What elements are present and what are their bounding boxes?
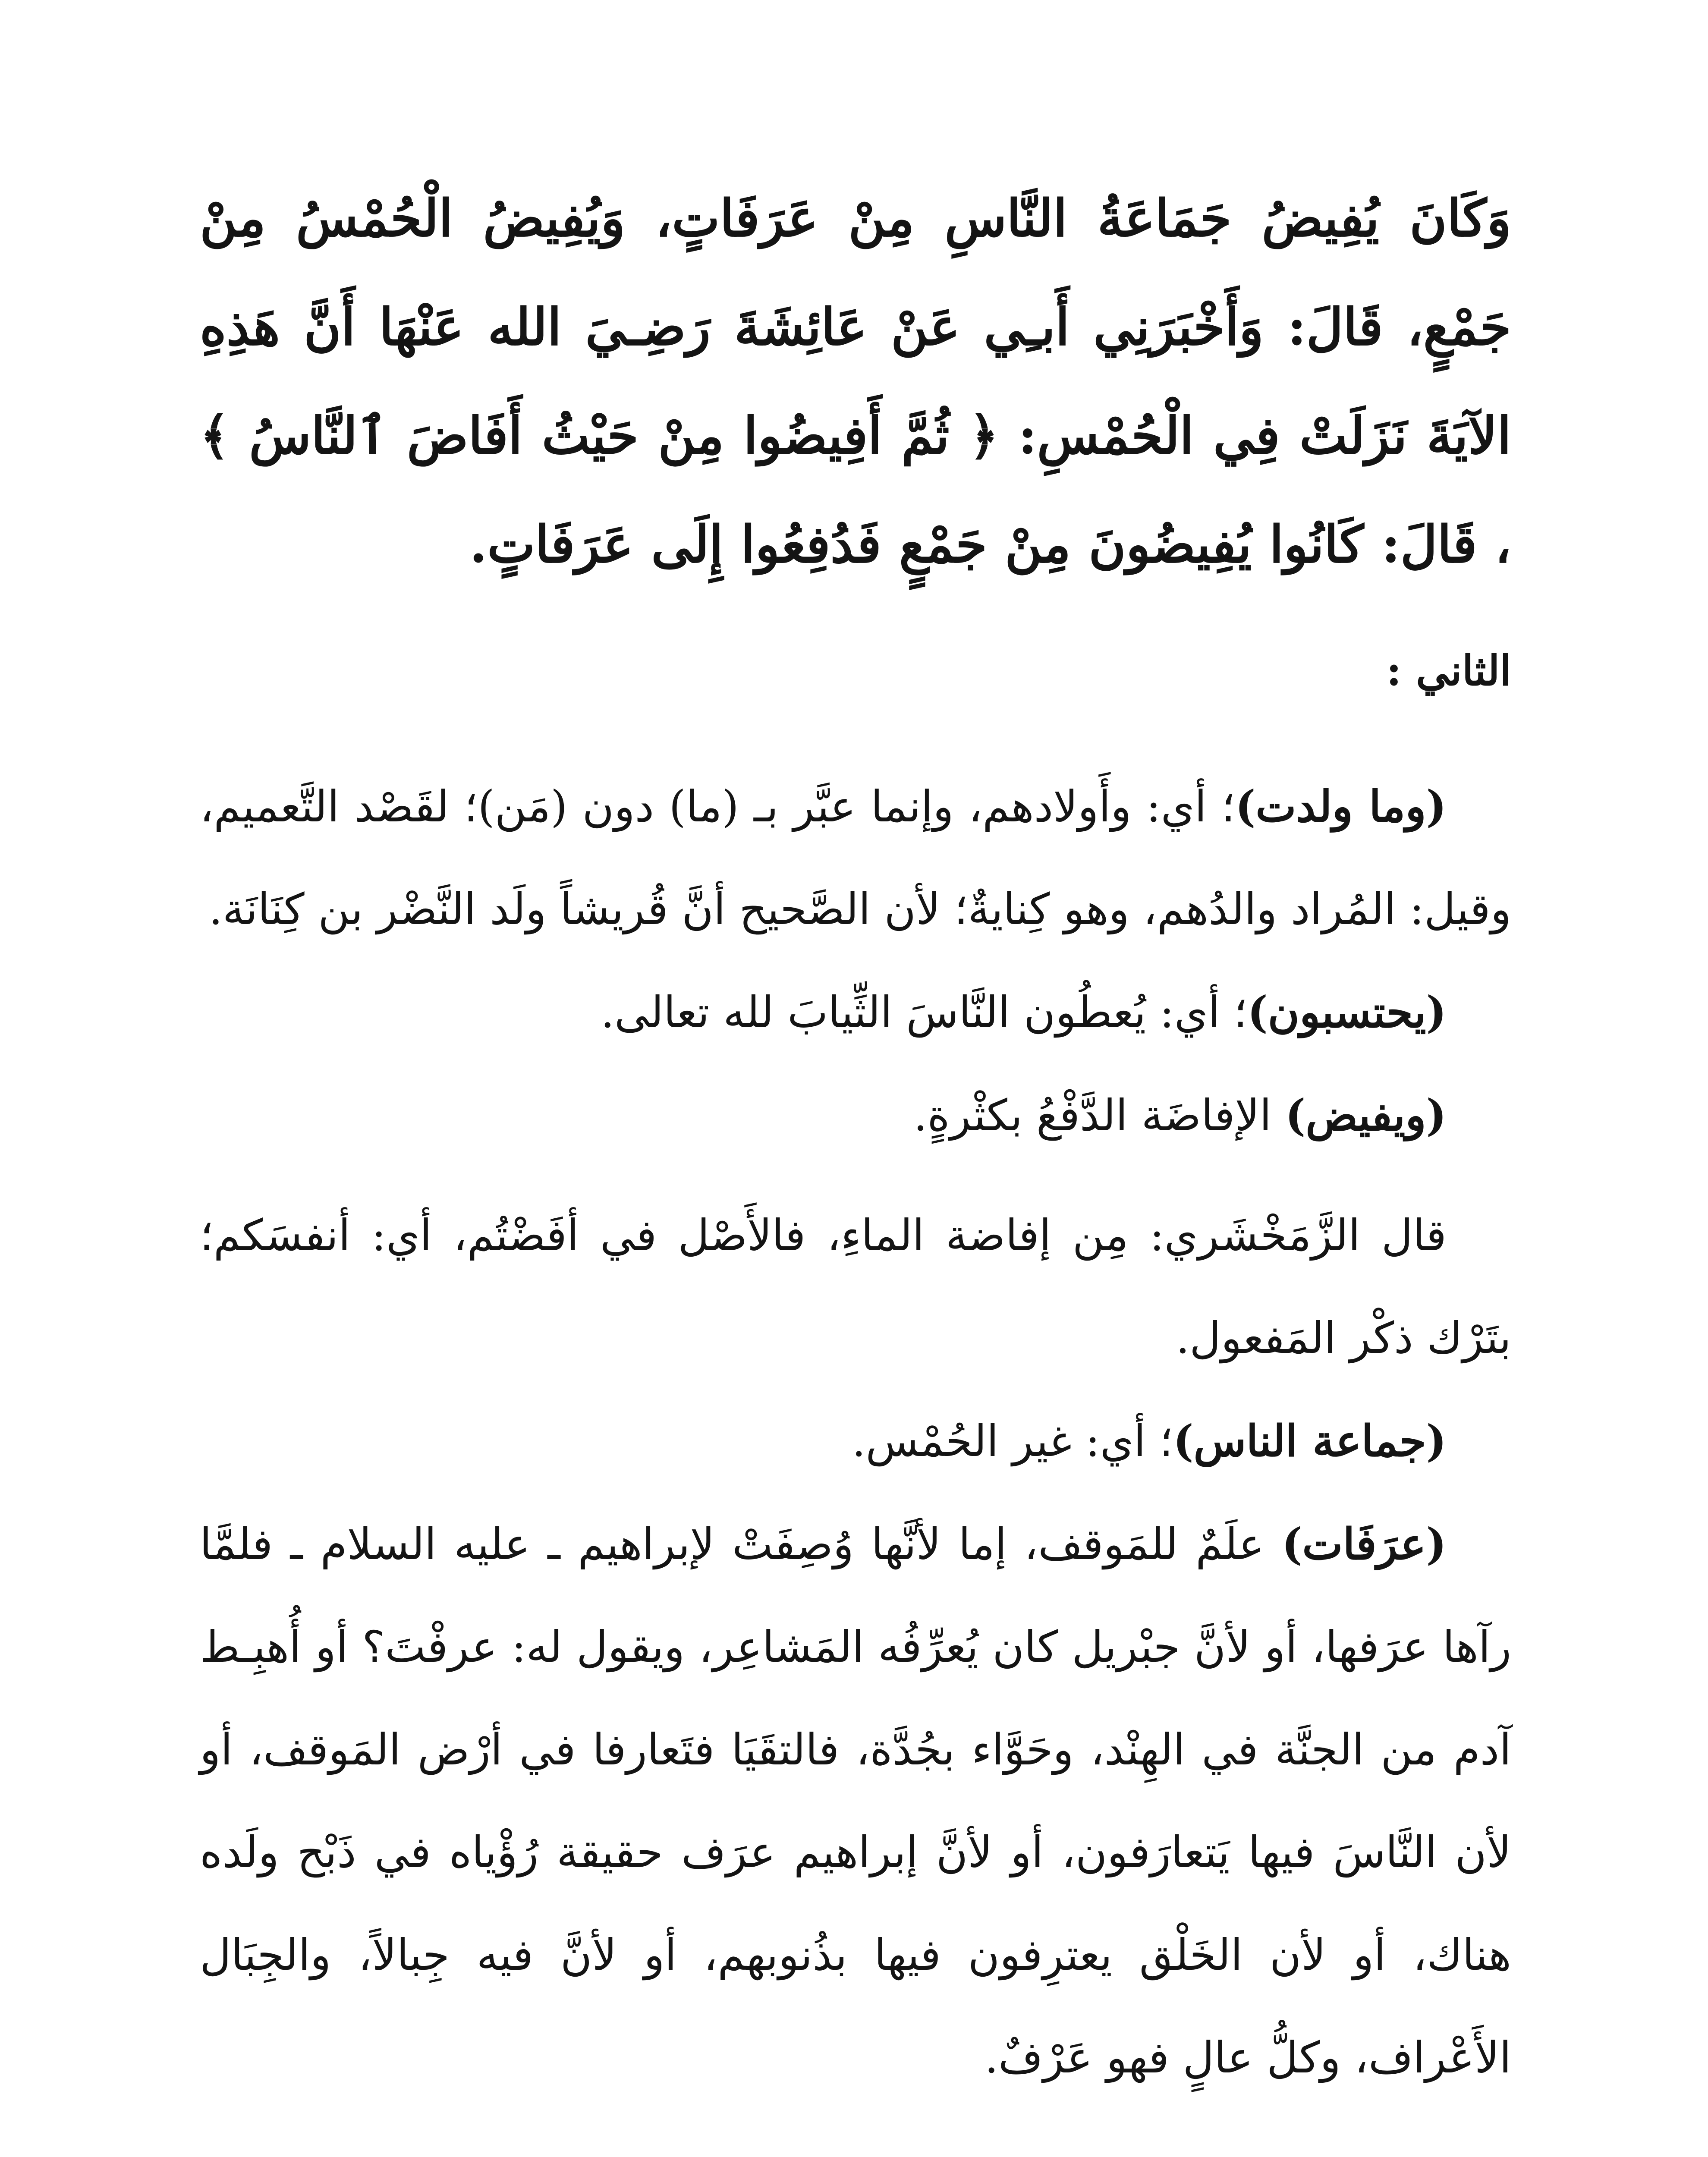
term: (يحتسبون)	[1247, 987, 1447, 1038]
paragraph-yahtasibun	[200, 961, 1511, 1064]
paragraph-zamakhshari	[200, 1184, 1511, 1390]
hadith-part-1: وَكَانَ يُفِيضُ جَمَاعَةُ النَّاسِ مِنْ عَرَفَاتٍ، وَيُفِيضُ الْحُمْسُ مِنْ جَمْعٍ، قَالَ: وَأَخْبَرَنِي أَبـِي عَنْ عَائِشَةَ رَضِـيَ الله عَنْهَا أَنَّ هَذِهِ الآيَةَ نَزَلَتْ فِي الْحُمْسِ:	[200, 188, 1511, 465]
hadith-text	[200, 164, 1511, 599]
section-heading: الثاني :	[1386, 646, 1511, 695]
paragraph-arafat	[200, 1493, 1511, 2109]
definition: ؛ أي: يُعطُون النَّاسَ الثِّيابَ لله تعالى.	[601, 987, 1248, 1038]
term: (وما ولدت)	[1235, 781, 1447, 832]
quran-verse: ﴿ ثُمَّ أَفِيضُوا مِنْ حَيْثُ أَفَاضَ ٱلنَّاسُ ﴾	[200, 406, 999, 465]
term: (جماعة الناس)	[1173, 1415, 1447, 1466]
definition: علَمٌ للمَوقف، إما لأنَّها وُصِفَتْ لإبراهيم ـ عليه السلام ـ فلمَّا رآها عرَفها، أو لأنَّ جبْريل كان يُعرِّفُه المَشاعِر، ويقول له: عرفْتَ؟ أو أُهبِـط آدم من الجنَّة في الهِنْد، وحَوَّاء بجُدَّة، فالتقَيَا فتَعارفا في أرْض المَوقف، أو لأن النَّاسَ فيها يَتعارَفون، أو لأنَّ إبراهيم عرَف حقيقة رُؤْياه في ذَبْح ولَده هناك، أو لأن الخَلْق يعترِفون فيها بذُنوبهم، أو لأنَّ فيه جِبالاً، والجِبَال الأَعْراف، وكلُّ عالٍ فهو عَرْفٌ.	[200, 1519, 1512, 2083]
term: (عرَفَات)	[1282, 1519, 1447, 1569]
definition: الإفاضَة الدَّفْعُ بكثْرةٍ.	[913, 1090, 1285, 1141]
paragraph-yufid	[200, 1064, 1511, 1167]
term: (ويفيض)	[1285, 1090, 1447, 1141]
hadith-part-2: ، قَالَ: كَانُوا يُفِيضُونَ مِنْ جَمْعٍ فَدُفِعُوا إِلَى عَرَفَاتٍ.	[469, 514, 1511, 574]
paragraph-wama-waladat	[200, 755, 1511, 961]
definition: ؛ أي: غير الحُمْس.	[852, 1416, 1173, 1466]
explanation-text	[200, 755, 1511, 2109]
definition: ؛ أي: وأَولادهم، وإنما عبَّر بـ (ما) دون (مَن)؛ لقَصْد التَّعميم، وقيل: المُراد والدُهم، وهو كِنايةٌ؛ لأن الصَّحيح أنَّ قُريشاً ولَد النَّضْر بن كِنَانَة.	[200, 781, 1511, 934]
definition: قال الزَّمَخْشَري: مِن إفاضة الماءِ، فالأَصْل في أفَضْتُم، أي: أنفسَكم؛ بتَرْك ذكْر المَفعول.	[200, 1210, 1511, 1363]
paragraph-jamaat-an-nas	[200, 1390, 1511, 1493]
